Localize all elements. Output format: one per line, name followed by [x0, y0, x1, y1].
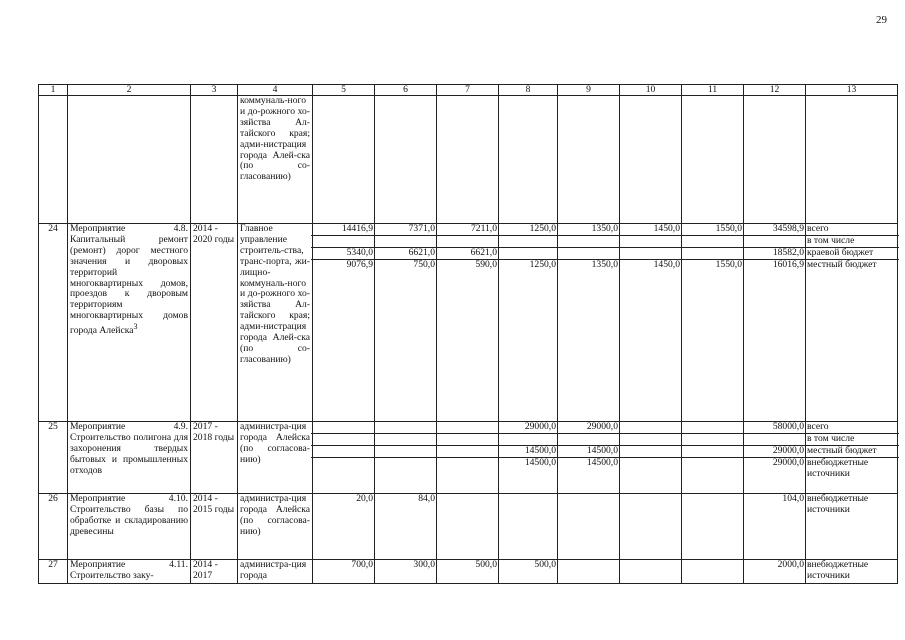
amount-line: 2000,0	[777, 559, 804, 570]
amount-cell	[313, 224, 375, 422]
amount-line	[497, 433, 559, 445]
amount-line	[680, 247, 745, 259]
header-cell: 1	[39, 85, 68, 96]
amount-line	[435, 445, 500, 457]
amount-cell	[437, 224, 499, 422]
amount-line	[497, 247, 559, 259]
amount-line: 590,0	[435, 259, 500, 271]
row-number-cell: 27	[39, 560, 68, 584]
amount-cell	[558, 560, 620, 584]
amount-line: 29000,0	[742, 445, 807, 457]
amount-cell	[744, 560, 806, 584]
amount-line: 34598,9	[772, 223, 804, 234]
period-cell: 2017 - 2018 годы	[191, 422, 238, 494]
amount-cell	[682, 560, 744, 584]
amount-line: 14500,0	[497, 445, 559, 457]
executor-cell: администра-ция города Алейска (по согласова-нию)	[238, 422, 313, 494]
header-cell: 11	[682, 85, 744, 96]
table-row	[39, 422, 898, 494]
amount-line	[311, 433, 376, 445]
amount-cell	[499, 560, 558, 584]
header-cell: 12	[744, 85, 806, 96]
amount-line	[618, 235, 683, 247]
amount-line: 1350,0	[556, 259, 621, 271]
amount-cell	[744, 422, 806, 494]
amount-cell	[806, 494, 898, 560]
amount-line	[680, 235, 745, 247]
amount-line	[742, 235, 807, 247]
amount-line: 1250,0	[497, 259, 559, 271]
amount-line	[556, 433, 621, 445]
header-cell: 2	[68, 85, 191, 96]
period-cell: 2014 - 2020 годы	[191, 224, 238, 422]
amount-line	[497, 235, 559, 247]
amount-cell	[375, 494, 437, 560]
row-number-cell: 26	[39, 494, 68, 560]
amount-line	[311, 422, 376, 433]
amount-line: 500,0	[475, 559, 497, 570]
amount-cell	[499, 224, 558, 422]
amount-cell	[437, 494, 499, 560]
amount-line: в том числе	[804, 433, 899, 445]
amount-line: 58000,0	[772, 421, 804, 432]
amount-line	[618, 433, 683, 445]
amount-line	[618, 422, 683, 433]
amount-cell	[375, 224, 437, 422]
amount-cell	[744, 224, 806, 422]
amount-line: 29000,0	[524, 421, 556, 432]
amount-cell	[620, 560, 682, 584]
amount-line: внебюджетные источники	[807, 493, 869, 515]
amount-line	[680, 445, 745, 457]
executor-cell: коммуналь-ного и до-рожного хо-зяйства Ал-тайского края; адми-нистрация города Алей-ска (по со-гласованию)	[238, 96, 313, 224]
amount-line: 1450,0	[653, 223, 680, 234]
amount-line: всего	[807, 421, 829, 432]
table-row	[39, 560, 898, 584]
amount-cell	[620, 422, 682, 494]
amount-line: 1550,0	[680, 259, 745, 271]
amount-line	[618, 494, 683, 505]
header-cell: 3	[191, 85, 238, 96]
amount-cell	[558, 494, 620, 560]
amount-cell	[499, 494, 558, 560]
amount-line	[311, 457, 376, 469]
measure-name-cell: Мероприятие 4.10. Строительство базы по обработке и складированию древесины	[68, 494, 191, 560]
amount-cell	[682, 494, 744, 560]
amount-line	[373, 422, 438, 433]
amount-cell	[620, 494, 682, 560]
amount-line: 9076,9	[311, 259, 376, 271]
amount-line: местный бюджет	[804, 445, 899, 457]
amount-line	[680, 457, 745, 469]
amount-line	[435, 235, 500, 247]
amount-cell	[437, 560, 499, 584]
amount-line	[742, 433, 807, 445]
amount-line	[680, 560, 745, 571]
amount-line: 84,0	[418, 493, 435, 504]
amount-line	[556, 560, 621, 571]
amount-cell	[313, 560, 375, 584]
amount-line: 14500,0	[556, 445, 621, 457]
amount-line: 6621,0	[435, 247, 500, 259]
amount-cell	[806, 224, 898, 422]
header-row	[39, 85, 898, 96]
amount-line: 1450,0	[618, 259, 683, 271]
amount-line: 1550,0	[715, 223, 742, 234]
amount-line: 5340,0	[311, 247, 376, 259]
amount-line	[618, 247, 683, 259]
amount-line: 104,0	[782, 493, 804, 504]
amount-line	[373, 445, 438, 457]
amount-line: 300,0	[413, 559, 435, 570]
header-cell: 13	[806, 85, 898, 96]
amount-line: 750,0	[373, 259, 438, 271]
amount-line	[311, 445, 376, 457]
amount-cell	[375, 422, 437, 494]
amount-line: в том числе	[804, 235, 899, 247]
amount-line	[556, 235, 621, 247]
amount-cell	[620, 224, 682, 422]
table-row	[39, 96, 898, 224]
amount-cell	[558, 224, 620, 422]
header-cell: 7	[437, 85, 499, 96]
amount-line: всего	[807, 223, 829, 234]
amount-cell	[375, 560, 437, 584]
amount-line: внебюджетные источники	[807, 559, 869, 581]
amount-cell	[682, 224, 744, 422]
amount-cell	[558, 422, 620, 494]
executor-cell: администра-ция города Алейска (по согласова-нию)	[238, 494, 313, 560]
amount-cell	[682, 422, 744, 494]
amount-line	[680, 494, 745, 505]
amount-line: 18582,0	[742, 247, 807, 259]
executor-cell: администра-ция города	[238, 560, 313, 584]
amount-line	[311, 235, 376, 247]
page-number: 29	[876, 14, 887, 26]
amount-line	[618, 457, 683, 469]
amount-line: внебюджетные источники	[804, 457, 899, 480]
table-row	[39, 224, 898, 422]
amount-line	[680, 433, 745, 445]
amount-line: 14500,0	[497, 457, 559, 469]
amount-line	[435, 457, 500, 469]
amount-line: 14416,9	[341, 223, 373, 234]
amount-cell	[499, 422, 558, 494]
amount-cell	[437, 422, 499, 494]
amount-line	[435, 422, 500, 433]
header-cell: 10	[620, 85, 682, 96]
amount-line: 700,0	[351, 559, 373, 570]
amount-cell	[313, 494, 375, 560]
header-cell: 5	[313, 85, 375, 96]
header-cell: 6	[375, 85, 437, 96]
amount-line: местный бюджет	[804, 259, 899, 271]
measure-name-cell: Мероприятие 4.9. Строительство полигона для захоронения твердых бытовых и промышленных отходов	[68, 422, 191, 494]
period-cell: 2014 - 2015 годы	[191, 494, 238, 560]
measure-name-cell: Мероприятие 4.11. Строительство заку-	[68, 560, 191, 584]
amount-line: краевой бюджет	[804, 247, 899, 259]
budget-table	[38, 84, 898, 584]
amount-line	[435, 494, 500, 505]
amount-line: 29000,0	[586, 421, 618, 432]
amount-cell	[806, 422, 898, 494]
amount-line	[618, 445, 683, 457]
amount-cell	[806, 560, 898, 584]
amount-line	[497, 494, 559, 505]
amount-line	[373, 433, 438, 445]
amount-line: 29000,0	[742, 457, 807, 469]
amount-cell	[313, 422, 375, 494]
amount-line: 500,0	[534, 559, 556, 570]
amount-line: 16016,9	[742, 259, 807, 271]
header-cell: 4	[238, 85, 313, 96]
row-number-cell: 25	[39, 422, 68, 494]
amount-line: 6621,0	[373, 247, 438, 259]
period-cell: 2014 - 2017	[191, 560, 238, 584]
amount-line	[618, 560, 683, 571]
amount-line	[680, 422, 745, 433]
amount-line	[556, 494, 621, 505]
amount-cell	[744, 494, 806, 560]
amount-line: 7371,0	[408, 223, 435, 234]
amount-line	[435, 433, 500, 445]
amount-line: 20,0	[356, 493, 373, 504]
executor-cell: Главное управление строитель-ства, транс-порта, жи-лищно-коммуналь-ного и до-рожного хо-зяйства Ал-тайского края; адми-нистрация города Алей-ска (по со-гласованию)	[238, 224, 313, 422]
footnote-mark: 3	[133, 322, 138, 332]
amount-line: 1250,0	[529, 223, 556, 234]
measure-name-cell: Мероприятие 4.8. Капитальный ремонт (ремонт) дорог местного значения и дворовых территорий многоквартирных домов, проездов к дворовым территориям многоквартирных домов города Алейска$^3$	[68, 224, 191, 422]
table-row	[39, 494, 898, 560]
amount-line	[373, 235, 438, 247]
header-cell: 8	[499, 85, 558, 96]
amount-line	[373, 457, 438, 469]
header-cell: 9	[558, 85, 620, 96]
amount-line	[556, 247, 621, 259]
amount-line: 1350,0	[591, 223, 618, 234]
row-number-cell: 24	[39, 224, 68, 422]
amount-line: 7211,0	[470, 223, 497, 234]
amount-line: 14500,0	[556, 457, 621, 469]
